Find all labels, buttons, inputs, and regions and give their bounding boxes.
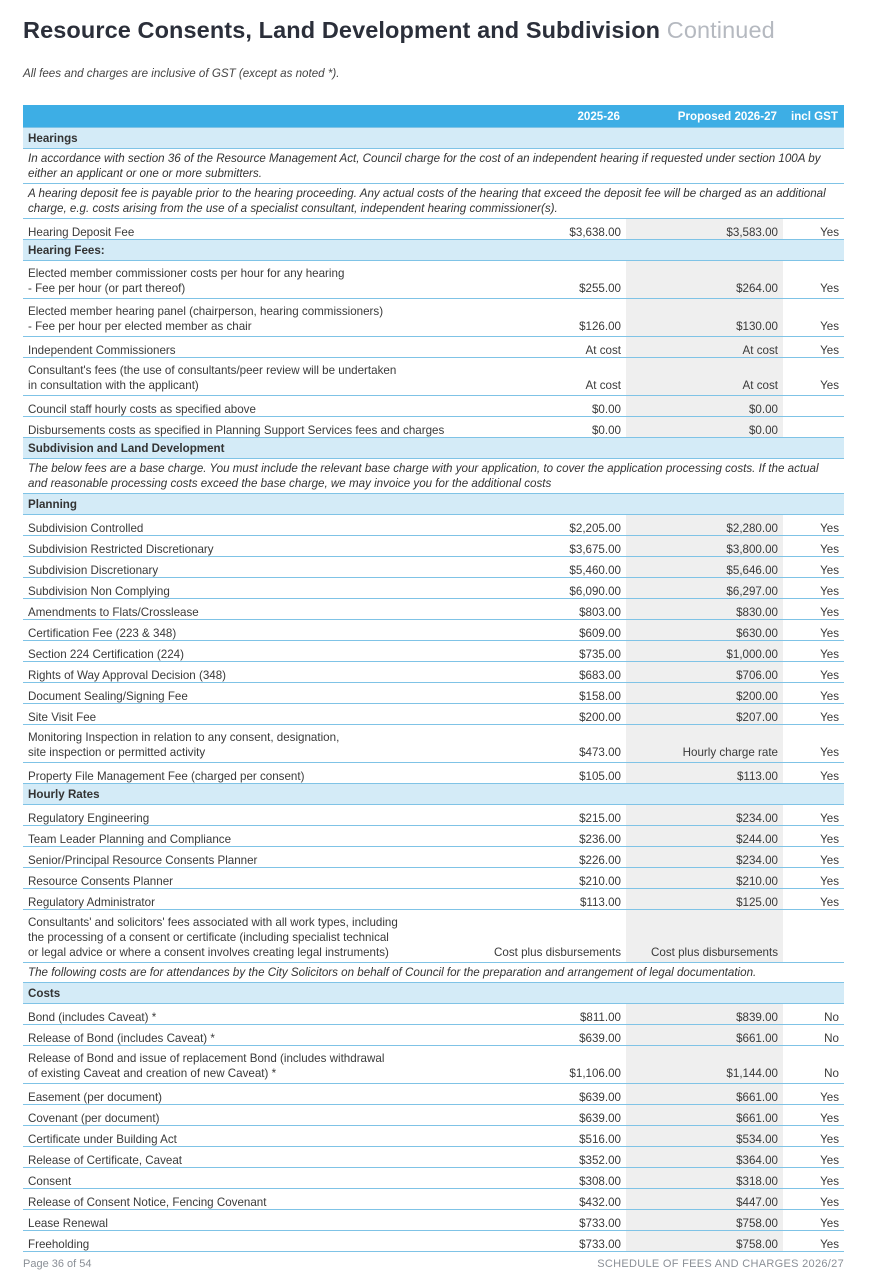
- section-title: Costs: [23, 983, 844, 1004]
- fee-proposed: $210.00: [626, 868, 783, 889]
- fee-gst: Yes: [783, 578, 844, 599]
- table-row: [23, 1025, 844, 1046]
- fee-description: Consultants' and solicitors' fees associated with all work types, including the processing of a consent or certificate (including specialist technical or legal advice or where a consent involves creating legal instruments): [23, 910, 463, 963]
- fee-description: Subdivision Discretionary: [23, 557, 463, 578]
- fee-gst: Yes: [783, 1210, 844, 1231]
- fee-proposed: $2,280.00: [626, 515, 783, 536]
- section-title: Hourly Rates: [23, 784, 844, 805]
- table-row: [23, 299, 844, 337]
- table-row: [23, 725, 844, 763]
- fee-gst: Yes: [783, 536, 844, 557]
- fee-description: Certificate under Building Act: [23, 1126, 463, 1147]
- note-text: The following costs are for attendances by the City Solicitors on behalf of Council for the preparation and arrangement of legal documentation.: [23, 963, 844, 983]
- fee-proposed: $113.00: [626, 763, 783, 784]
- section-note: [23, 149, 844, 184]
- fee-proposed: At cost: [626, 358, 783, 396]
- fee-description: Resource Consents Planner: [23, 868, 463, 889]
- fee-description: Regulatory Administrator: [23, 889, 463, 910]
- fee-description: Subdivision Non Complying: [23, 578, 463, 599]
- fee-gst: Yes: [783, 847, 844, 868]
- fee-description: Subdivision Restricted Discretionary: [23, 536, 463, 557]
- fee-proposed: At cost: [626, 337, 783, 358]
- fee-current: At cost: [463, 337, 626, 358]
- fee-description: Consultant's fees (the use of consultants/peer review will be undertaken in consultation with the applicant): [23, 358, 463, 396]
- fee-description: Release of Certificate, Caveat: [23, 1147, 463, 1168]
- table-row: [23, 868, 844, 889]
- fee-gst: Yes: [783, 889, 844, 910]
- fee-gst: Yes: [783, 725, 844, 763]
- fee-proposed: $706.00: [626, 662, 783, 683]
- fee-proposed: $207.00: [626, 704, 783, 725]
- fee-gst: Yes: [783, 1084, 844, 1105]
- fee-description: Regulatory Engineering: [23, 805, 463, 826]
- fee-gst: Yes: [783, 299, 844, 337]
- table-row: [23, 536, 844, 557]
- fee-current: $158.00: [463, 683, 626, 704]
- fee-description: Elected member hearing panel (chairperson, hearing commissioners) - Fee per hour per elected member as chair: [23, 299, 463, 337]
- fee-description: Property File Management Fee (charged per consent): [23, 763, 463, 784]
- fee-current: $639.00: [463, 1105, 626, 1126]
- table-row: [23, 1189, 844, 1210]
- page-number: Page 36 of 54: [23, 1258, 92, 1270]
- fee-current: $5,460.00: [463, 557, 626, 578]
- fee-gst: Yes: [783, 358, 844, 396]
- table-row: [23, 1147, 844, 1168]
- table-row: [23, 1046, 844, 1084]
- fee-proposed: Cost plus disbursements: [626, 910, 783, 963]
- fee-proposed: $0.00: [626, 417, 783, 438]
- fee-current: $639.00: [463, 1025, 626, 1046]
- fee-gst: [783, 417, 844, 438]
- table-row: [23, 515, 844, 536]
- fee-description: Elected member commissioner costs per hour for any hearing - Fee per hour (or part thereof): [23, 261, 463, 299]
- fee-description: Release of Consent Notice, Fencing Covenant: [23, 1189, 463, 1210]
- fee-gst: Yes: [783, 1126, 844, 1147]
- fee-proposed: $839.00: [626, 1004, 783, 1025]
- fee-current: $3,638.00: [463, 219, 626, 240]
- fee-current: $683.00: [463, 662, 626, 683]
- section-header: [23, 983, 844, 1004]
- fee-proposed: $130.00: [626, 299, 783, 337]
- table-row: [23, 337, 844, 358]
- header-gst: incl GST: [783, 105, 844, 128]
- fee-description: Senior/Principal Resource Consents Planner: [23, 847, 463, 868]
- fee-gst: No: [783, 1046, 844, 1084]
- fee-description: Site Visit Fee: [23, 704, 463, 725]
- fee-proposed: $830.00: [626, 599, 783, 620]
- table-row: [23, 763, 844, 784]
- fee-gst: Yes: [783, 662, 844, 683]
- table-header: [23, 105, 844, 128]
- fee-proposed: $661.00: [626, 1025, 783, 1046]
- section-header: [23, 240, 844, 261]
- fee-description: Freeholding: [23, 1231, 463, 1252]
- table-row: [23, 826, 844, 847]
- fee-current: $255.00: [463, 261, 626, 299]
- table-body: [23, 128, 844, 1252]
- fee-current: $2,205.00: [463, 515, 626, 536]
- fee-description: Bond (includes Caveat) *: [23, 1004, 463, 1025]
- fee-current: Cost plus disbursements: [463, 910, 626, 963]
- fee-gst: No: [783, 1004, 844, 1025]
- fee-description: Team Leader Planning and Compliance: [23, 826, 463, 847]
- fee-proposed: $234.00: [626, 805, 783, 826]
- section-header: [23, 494, 844, 515]
- fee-current: $639.00: [463, 1084, 626, 1105]
- fee-current: $3,675.00: [463, 536, 626, 557]
- fee-description: Monitoring Inspection in relation to any consent, designation, site inspection or permitted activity: [23, 725, 463, 763]
- fee-proposed: $758.00: [626, 1210, 783, 1231]
- note-text: The below fees are a base charge. You must include the relevant base charge with your application, to cover the application processing costs. If the actual and reasonable processing costs exceed the base charge, we may invoice you for the additional costs: [23, 459, 844, 494]
- fee-proposed: $364.00: [626, 1147, 783, 1168]
- fee-proposed: $1,000.00: [626, 641, 783, 662]
- fee-description: Rights of Way Approval Decision (348): [23, 662, 463, 683]
- table-row: [23, 599, 844, 620]
- table-row: [23, 1084, 844, 1105]
- fee-proposed: $3,583.00: [626, 219, 783, 240]
- table-row: [23, 889, 844, 910]
- fee-gst: Yes: [783, 704, 844, 725]
- section-note: [23, 184, 844, 219]
- table-row: [23, 704, 844, 725]
- fee-description: Lease Renewal: [23, 1210, 463, 1231]
- fee-proposed: $758.00: [626, 1231, 783, 1252]
- fee-proposed: $3,800.00: [626, 536, 783, 557]
- fee-gst: Yes: [783, 219, 844, 240]
- section-note: [23, 963, 844, 983]
- fee-gst: [783, 396, 844, 417]
- page-title: Resource Consents, Land Development and Subdivision Continued: [23, 17, 775, 43]
- fee-proposed: $661.00: [626, 1105, 783, 1126]
- fees-table: [23, 105, 844, 1252]
- fee-current: $200.00: [463, 704, 626, 725]
- fee-description: Disbursements costs as specified in Planning Support Services fees and charges: [23, 417, 463, 438]
- fee-gst: Yes: [783, 515, 844, 536]
- fee-current: $0.00: [463, 417, 626, 438]
- table-row: [23, 1004, 844, 1025]
- fee-gst: Yes: [783, 557, 844, 578]
- fee-gst: Yes: [783, 641, 844, 662]
- fee-proposed: $318.00: [626, 1168, 783, 1189]
- fee-gst: [783, 910, 844, 963]
- fee-gst: Yes: [783, 868, 844, 889]
- fee-gst: Yes: [783, 805, 844, 826]
- table-row: [23, 557, 844, 578]
- table-row: [23, 219, 844, 240]
- fee-proposed: $0.00: [626, 396, 783, 417]
- fee-current: $733.00: [463, 1210, 626, 1231]
- fee-gst: Yes: [783, 620, 844, 641]
- fee-current: $105.00: [463, 763, 626, 784]
- fee-current: $473.00: [463, 725, 626, 763]
- table-row: [23, 1105, 844, 1126]
- fee-current: $113.00: [463, 889, 626, 910]
- fee-proposed: $661.00: [626, 1084, 783, 1105]
- fee-proposed: $234.00: [626, 847, 783, 868]
- fee-gst: Yes: [783, 337, 844, 358]
- section-header: [23, 128, 844, 149]
- fee-description: Certification Fee (223 & 348): [23, 620, 463, 641]
- header-description: [23, 105, 463, 128]
- fee-current: At cost: [463, 358, 626, 396]
- note-text: A hearing deposit fee is payable prior to the hearing proceeding. Any actual costs of the hearing that exceed the deposit fee will be charged as an additional charge, e.g. costs arising from the use of a specialist consultant, independent hearing commissioner(s).: [23, 184, 844, 219]
- fee-proposed: $264.00: [626, 261, 783, 299]
- fee-description: Easement (per document): [23, 1084, 463, 1105]
- fee-current: $811.00: [463, 1004, 626, 1025]
- fee-current: $126.00: [463, 299, 626, 337]
- table-row: [23, 641, 844, 662]
- header-current: 2025-26: [463, 105, 626, 128]
- fee-gst: Yes: [783, 1105, 844, 1126]
- table-row: [23, 620, 844, 641]
- fee-gst: Yes: [783, 1168, 844, 1189]
- fee-current: $432.00: [463, 1189, 626, 1210]
- fee-description: Independent Commissioners: [23, 337, 463, 358]
- fee-gst: Yes: [783, 1231, 844, 1252]
- fee-current: $1,106.00: [463, 1046, 626, 1084]
- fee-current: $226.00: [463, 847, 626, 868]
- note-text: In accordance with section 36 of the Resource Management Act, Council charge for the cost of an independent hearing if requested under section 100A by either an applicant or one or more submitters.: [23, 149, 844, 184]
- section-header: [23, 784, 844, 805]
- fee-current: $516.00: [463, 1126, 626, 1147]
- fee-current: $236.00: [463, 826, 626, 847]
- header-proposed: Proposed 2026-27: [626, 105, 783, 128]
- fee-description: Release of Bond (includes Caveat) *: [23, 1025, 463, 1046]
- table-row: [23, 578, 844, 599]
- section-title: Hearing Fees:: [23, 240, 844, 261]
- section-header: [23, 438, 844, 459]
- fee-description: Hearing Deposit Fee: [23, 219, 463, 240]
- section-note: [23, 459, 844, 494]
- table-row: [23, 662, 844, 683]
- gst-note: All fees and charges are inclusive of GST (except as noted *).: [23, 67, 340, 80]
- table-row: [23, 805, 844, 826]
- fee-current: $308.00: [463, 1168, 626, 1189]
- fee-current: $733.00: [463, 1231, 626, 1252]
- table-row: [23, 417, 844, 438]
- fee-gst: Yes: [783, 1147, 844, 1168]
- table-row: [23, 1210, 844, 1231]
- fee-gst: Yes: [783, 683, 844, 704]
- fee-current: $0.00: [463, 396, 626, 417]
- fee-proposed: $534.00: [626, 1126, 783, 1147]
- fee-current: $803.00: [463, 599, 626, 620]
- fee-proposed: $125.00: [626, 889, 783, 910]
- fee-proposed: $630.00: [626, 620, 783, 641]
- fee-current: $735.00: [463, 641, 626, 662]
- fee-description: Amendments to Flats/Crosslease: [23, 599, 463, 620]
- section-title: Planning: [23, 494, 844, 515]
- fee-description: Subdivision Controlled: [23, 515, 463, 536]
- fee-description: Council staff hourly costs as specified above: [23, 396, 463, 417]
- fee-current: $210.00: [463, 868, 626, 889]
- fee-current: $215.00: [463, 805, 626, 826]
- fee-gst: Yes: [783, 261, 844, 299]
- fee-proposed: $200.00: [626, 683, 783, 704]
- table-row: [23, 396, 844, 417]
- fee-proposed: $1,144.00: [626, 1046, 783, 1084]
- fee-gst: Yes: [783, 826, 844, 847]
- section-title: Hearings: [23, 128, 844, 149]
- section-title: Subdivision and Land Development: [23, 438, 844, 459]
- title-continued: Continued: [666, 17, 775, 43]
- fee-description: Consent: [23, 1168, 463, 1189]
- table-row: [23, 847, 844, 868]
- fee-current: $352.00: [463, 1147, 626, 1168]
- table-row: [23, 358, 844, 396]
- table-row: [23, 683, 844, 704]
- fee-proposed: $6,297.00: [626, 578, 783, 599]
- fee-proposed: Hourly charge rate: [626, 725, 783, 763]
- table-row: [23, 1126, 844, 1147]
- fee-proposed: $244.00: [626, 826, 783, 847]
- fee-description: Release of Bond and issue of replacement Bond (includes withdrawal of existing Caveat and creation of new Caveat) *: [23, 1046, 463, 1084]
- fee-proposed: $447.00: [626, 1189, 783, 1210]
- fee-current: $6,090.00: [463, 578, 626, 599]
- fee-description: Document Sealing/Signing Fee: [23, 683, 463, 704]
- fee-gst: Yes: [783, 1189, 844, 1210]
- fee-description: Section 224 Certification (224): [23, 641, 463, 662]
- fee-description: Covenant (per document): [23, 1105, 463, 1126]
- fee-proposed: $5,646.00: [626, 557, 783, 578]
- table-row: [23, 1168, 844, 1189]
- fee-gst: Yes: [783, 763, 844, 784]
- table-row: [23, 1231, 844, 1252]
- table-row: [23, 261, 844, 299]
- fee-gst: Yes: [783, 599, 844, 620]
- fee-current: $609.00: [463, 620, 626, 641]
- fee-gst: No: [783, 1025, 844, 1046]
- document-title: SCHEDULE OF FEES AND CHARGES 2026/27: [597, 1258, 844, 1270]
- table-row: [23, 910, 844, 963]
